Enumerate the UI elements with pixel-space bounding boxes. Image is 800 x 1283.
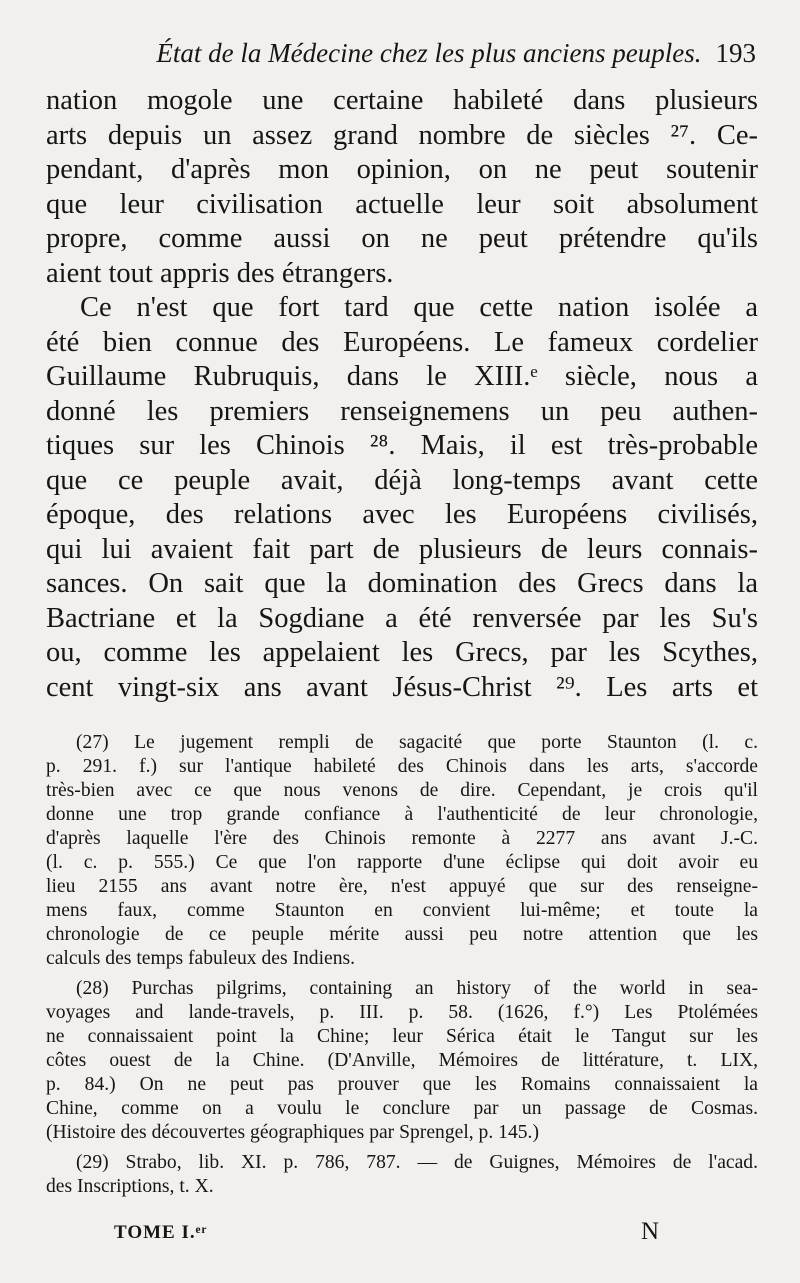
text-line: Guillaume Rubruquis, dans le XIII.ᵉ siècle, nous a bbox=[46, 361, 758, 392]
text-line: Bactriane et la Sogdiane a été renversée par les Su's bbox=[46, 602, 758, 634]
footnote-27-line: chronologie de ce peuple mérite aussi peu notre attention que les bbox=[46, 924, 758, 945]
text-line: Ce n'est que fort tard que cette nation isolée a bbox=[80, 292, 758, 323]
footnote-27-line: mens faux, comme Staunton en convient lui-même; et toute la bbox=[46, 900, 758, 921]
footnote-28-line: p. 84.) On ne peut pas prouver que les Romains connaissaient la bbox=[46, 1074, 758, 1095]
footnote-28-line: côtes ouest de la Chine. (D'Anville, Mémoires de littérature, t. LIX, bbox=[46, 1050, 758, 1071]
text-line: été bien connue des Européens. Le fameux cordelier bbox=[46, 326, 758, 358]
main-text bbox=[46, 84, 758, 705]
footnote-27-line: d'après laquelle l'ère des Chinois remonte à 2277 ans avant J.-C. bbox=[46, 828, 758, 849]
running-title: État de la Médecine chez les plus anciens peuples. bbox=[156, 38, 702, 68]
footnote-28-line: voyages and lande-travels, p. III. p. 58. (1626, f.°) Les Ptolémées bbox=[46, 1002, 758, 1023]
footnote-27-line: donne une trop grande confiance à l'authenticité de leur chronologie, bbox=[46, 804, 758, 825]
footnote-28-line: (28) Purchas pilgrims, containing an history of the world in sea- bbox=[76, 978, 758, 999]
footnote-27-line: (27) Le jugement rempli de sagacité que porte Staunton (l. c. bbox=[76, 732, 758, 753]
footnote-27-line: p. 291. f.) sur l'antique habileté des Chinois dans les arts, s'accorde bbox=[46, 756, 758, 777]
page-footer bbox=[114, 1218, 660, 1252]
text-line: ou, comme les appelaient les Grecs, par les Scythes, bbox=[46, 637, 758, 668]
footnote-28-line: Chine, comme on a voulu le conclure par un passage de Cosmas. bbox=[46, 1098, 758, 1119]
footnote-27-line: (l. c. p. 555.) Ce que l'on rapporte d'une éclipse qui doit avoir eu bbox=[46, 852, 758, 873]
text-line: donné les premiers renseignemens un peu authen- bbox=[46, 395, 758, 427]
footnote-29-line: des Inscriptions, t. X. bbox=[46, 1176, 214, 1197]
text-line: que ce peuple avait, déjà long-temps avant cette bbox=[46, 464, 758, 496]
text-line: époque, des relations avec les Européens civilisés, bbox=[46, 499, 758, 530]
text-line: sances. On sait que la domination des Grecs dans la bbox=[46, 568, 758, 599]
text-line: cent vingt-six ans avant Jésus-Christ ²⁹. Les arts et bbox=[46, 671, 758, 703]
text-line: que leur civilisation actuelle leur soit absolument bbox=[46, 188, 758, 220]
text-line: nation mogole une certaine habileté dans plusieurs bbox=[46, 85, 758, 116]
footnote-27-line: très-bien avec ce que nous venons de dire. Cependant, je crois qu'il bbox=[46, 780, 758, 801]
text-line: aient tout appris des étrangers. bbox=[46, 257, 394, 289]
running-header bbox=[46, 38, 756, 78]
text-line: qui lui avaient fait part de plusieurs de leurs connais- bbox=[46, 533, 758, 565]
page-number: 193 bbox=[715, 38, 756, 68]
volume-label: TOME I.ᵉʳ bbox=[114, 1222, 208, 1243]
text-line: pendant, d'après mon opinion, on ne peut soutenir bbox=[46, 154, 758, 185]
footnote-28-line: ne connaissaient point la Chine; leur Sérica était le Tangut sur les bbox=[46, 1026, 758, 1047]
footnote-27-line: calculs des temps fabuleux des Indiens. bbox=[46, 948, 356, 969]
footnote-29-line: (29) Strabo, lib. XI. p. 786, 787. — de Guignes, Mémoires de l'acad. bbox=[76, 1152, 758, 1173]
text-line: tiques sur les Chinois ²⁸. Mais, il est très-probable bbox=[46, 430, 758, 461]
text-line: arts depuis un assez grand nombre de siècles ²⁷. Ce- bbox=[46, 119, 758, 151]
footnote-27-line: lieu 2155 ans avant notre ère, n'est appuyé que sur des renseigne- bbox=[46, 876, 758, 897]
signature-mark: N bbox=[640, 1218, 660, 1245]
footnotes bbox=[46, 731, 758, 1199]
footnote-28-line: (Histoire des découvertes géographiques par Sprengel, p. 145.) bbox=[46, 1122, 539, 1143]
text-line: propre, comme aussi on ne peut prétendre qu'ils bbox=[46, 223, 758, 254]
